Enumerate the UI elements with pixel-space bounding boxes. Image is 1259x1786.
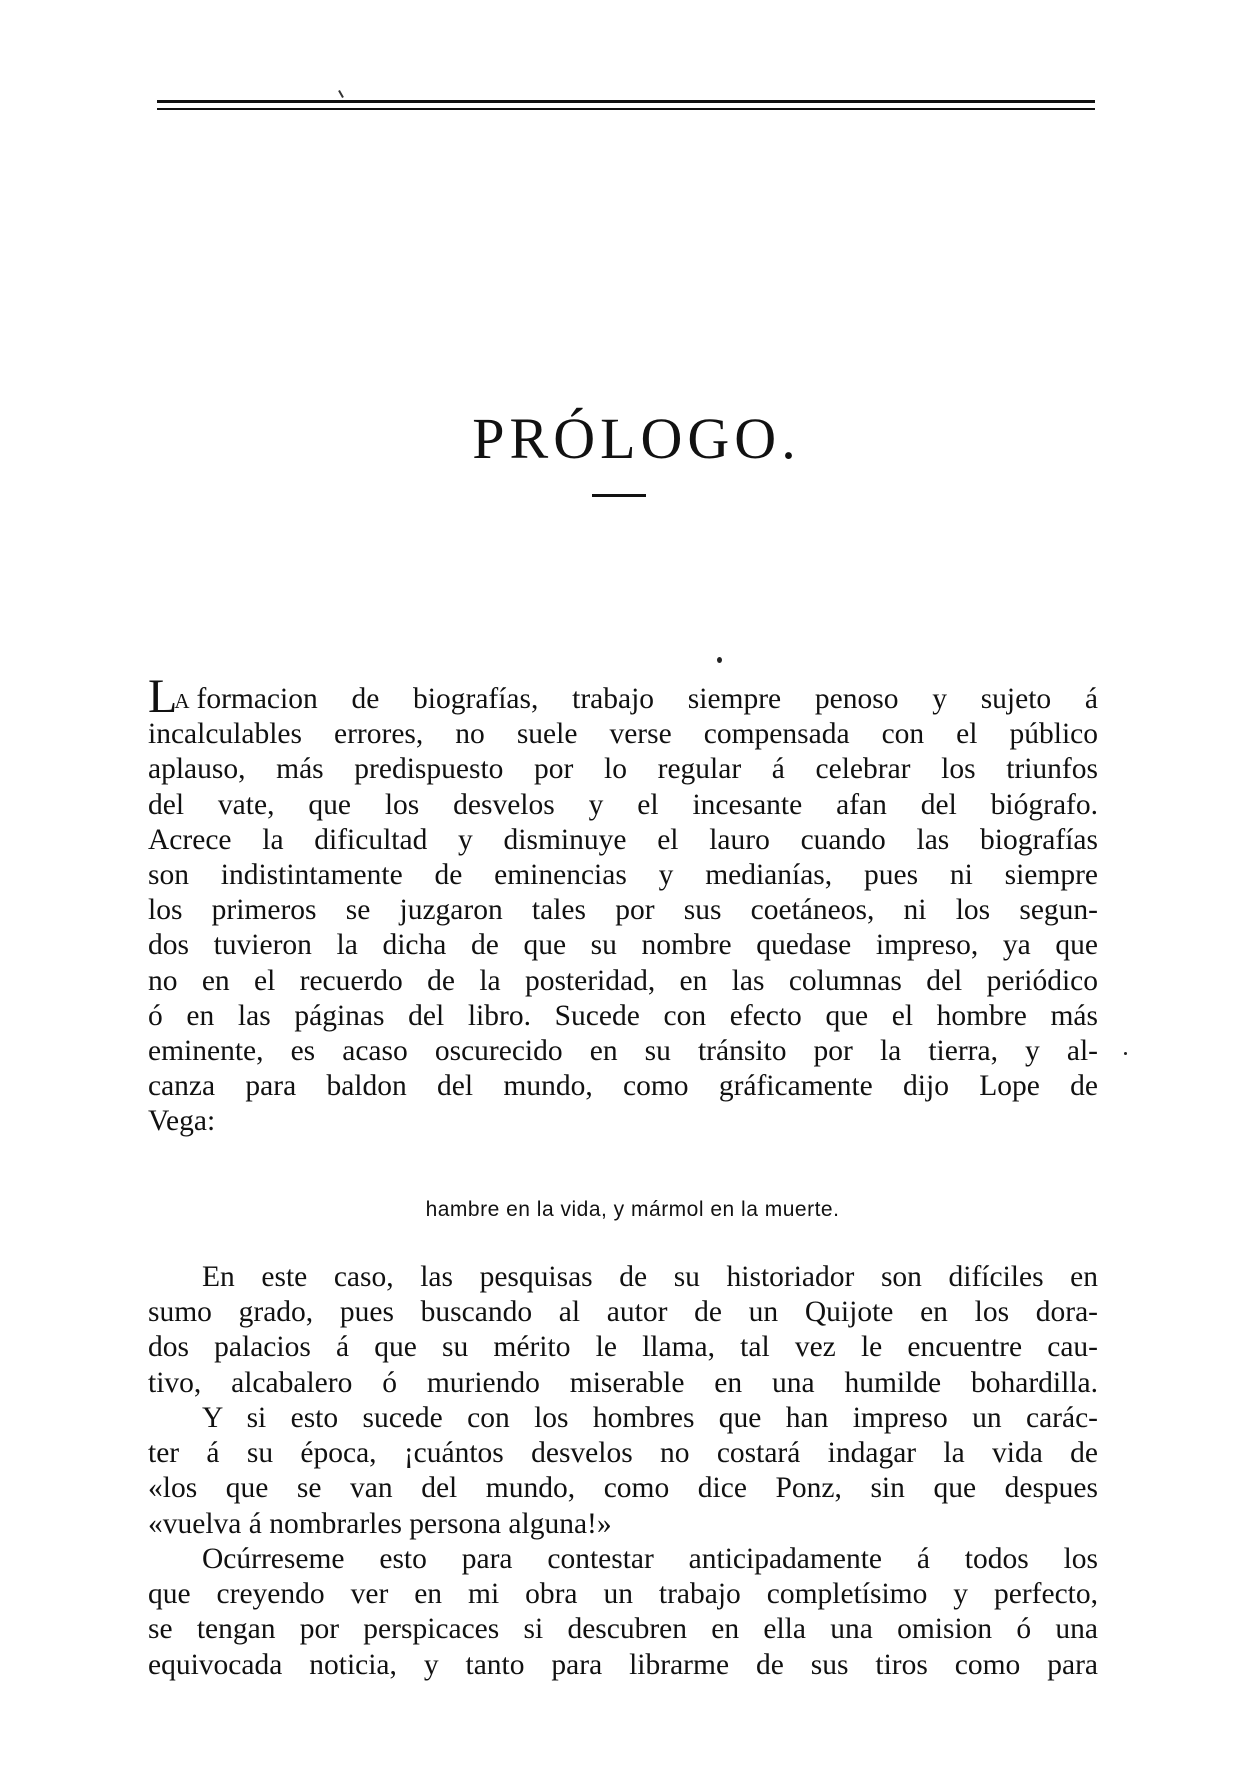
paragraph-2 bbox=[148, 1260, 1098, 1401]
small-cap: A bbox=[174, 689, 191, 713]
text-line: «vuelva á nombrarles persona alguna!» bbox=[148, 1507, 612, 1540]
header-rule-thin bbox=[157, 108, 1095, 110]
text-line: tivo, alcabalero ó muriendo miserable en una humilde bohardilla. bbox=[148, 1366, 1098, 1399]
drop-cap: L bbox=[148, 670, 175, 723]
text-line: dos palacios á que su mérito le llama, tal vez le encuentre cau- bbox=[148, 1331, 1098, 1364]
text-line: «los que se van del mundo, como dice Ponz, sin que despues bbox=[148, 1472, 1098, 1505]
text-line: Y si esto sucede con los hombres que han impreso un carác- bbox=[202, 1402, 1098, 1434]
ink-mark bbox=[338, 90, 344, 98]
ink-speck bbox=[717, 657, 722, 663]
paragraph-3 bbox=[148, 1401, 1098, 1542]
header-rule-thick bbox=[157, 100, 1095, 103]
text-line: LA formacion de biografías, trabajo siempre penoso y sujeto á bbox=[148, 670, 1098, 723]
text-line: son indistintamente de eminencias y medianías, pues ni siempre bbox=[148, 858, 1098, 891]
verse-quote: hambre en la vida, y mármol en la muerte. bbox=[425, 1198, 840, 1221]
paragraph-4 bbox=[148, 1542, 1098, 1683]
text-line: sumo grado, pues buscando al autor de un Quijote en los dora- bbox=[148, 1296, 1098, 1329]
page-title: PRÓLOGO. bbox=[472, 406, 801, 471]
text-line: se tengan por perspicaces si descubren en ella una omision ó una bbox=[148, 1613, 1098, 1646]
text-line: no en el recuerdo de la posteridad, en las columnas del periódico bbox=[148, 964, 1098, 997]
text-line: Ocúrreseme esto para contestar anticipadamente á todos los bbox=[202, 1543, 1098, 1575]
text-line: Acrece la dificultad y disminuye el lauro cuando las biografías bbox=[148, 823, 1098, 856]
paragraph-1 bbox=[148, 670, 1098, 1139]
text-line: los primeros se juzgaron tales por sus coetáneos, ni los segun- bbox=[148, 894, 1098, 927]
text-line: eminente, es acaso oscurecido en su tránsito por la tierra, y al- bbox=[148, 1034, 1098, 1067]
title-dash-ornament bbox=[592, 494, 646, 497]
text-line: ó en las páginas del libro. Sucede con efecto que el hombre más bbox=[148, 999, 1098, 1032]
text-line: equivocada noticia, y tanto para librarme de sus tiros como para bbox=[148, 1648, 1098, 1681]
text-line: del vate, que los desvelos y el incesante afan del biógrafo. bbox=[148, 788, 1098, 821]
text-line: ter á su época, ¡cuántos desvelos no costará indagar la vida de bbox=[148, 1437, 1098, 1470]
ink-speck bbox=[1124, 1052, 1127, 1055]
text-line: En este caso, las pesquisas de su historiador son difíciles en bbox=[202, 1261, 1098, 1293]
text-line: incalculables errores, no suele verse compensada con el público bbox=[148, 718, 1098, 751]
text-line: canza para baldon del mundo, como gráficamente dijo Lope de bbox=[148, 1070, 1098, 1103]
text-line: que creyendo ver en mi obra un trabajo completísimo y perfecto, bbox=[148, 1578, 1098, 1611]
text-line: dos tuvieron la dicha de que su nombre quedase impreso, ya que bbox=[148, 929, 1098, 962]
text-line: aplauso, más predispuesto por lo regular á celebrar los triunfos bbox=[148, 753, 1098, 786]
text-line: Vega: bbox=[148, 1105, 216, 1138]
